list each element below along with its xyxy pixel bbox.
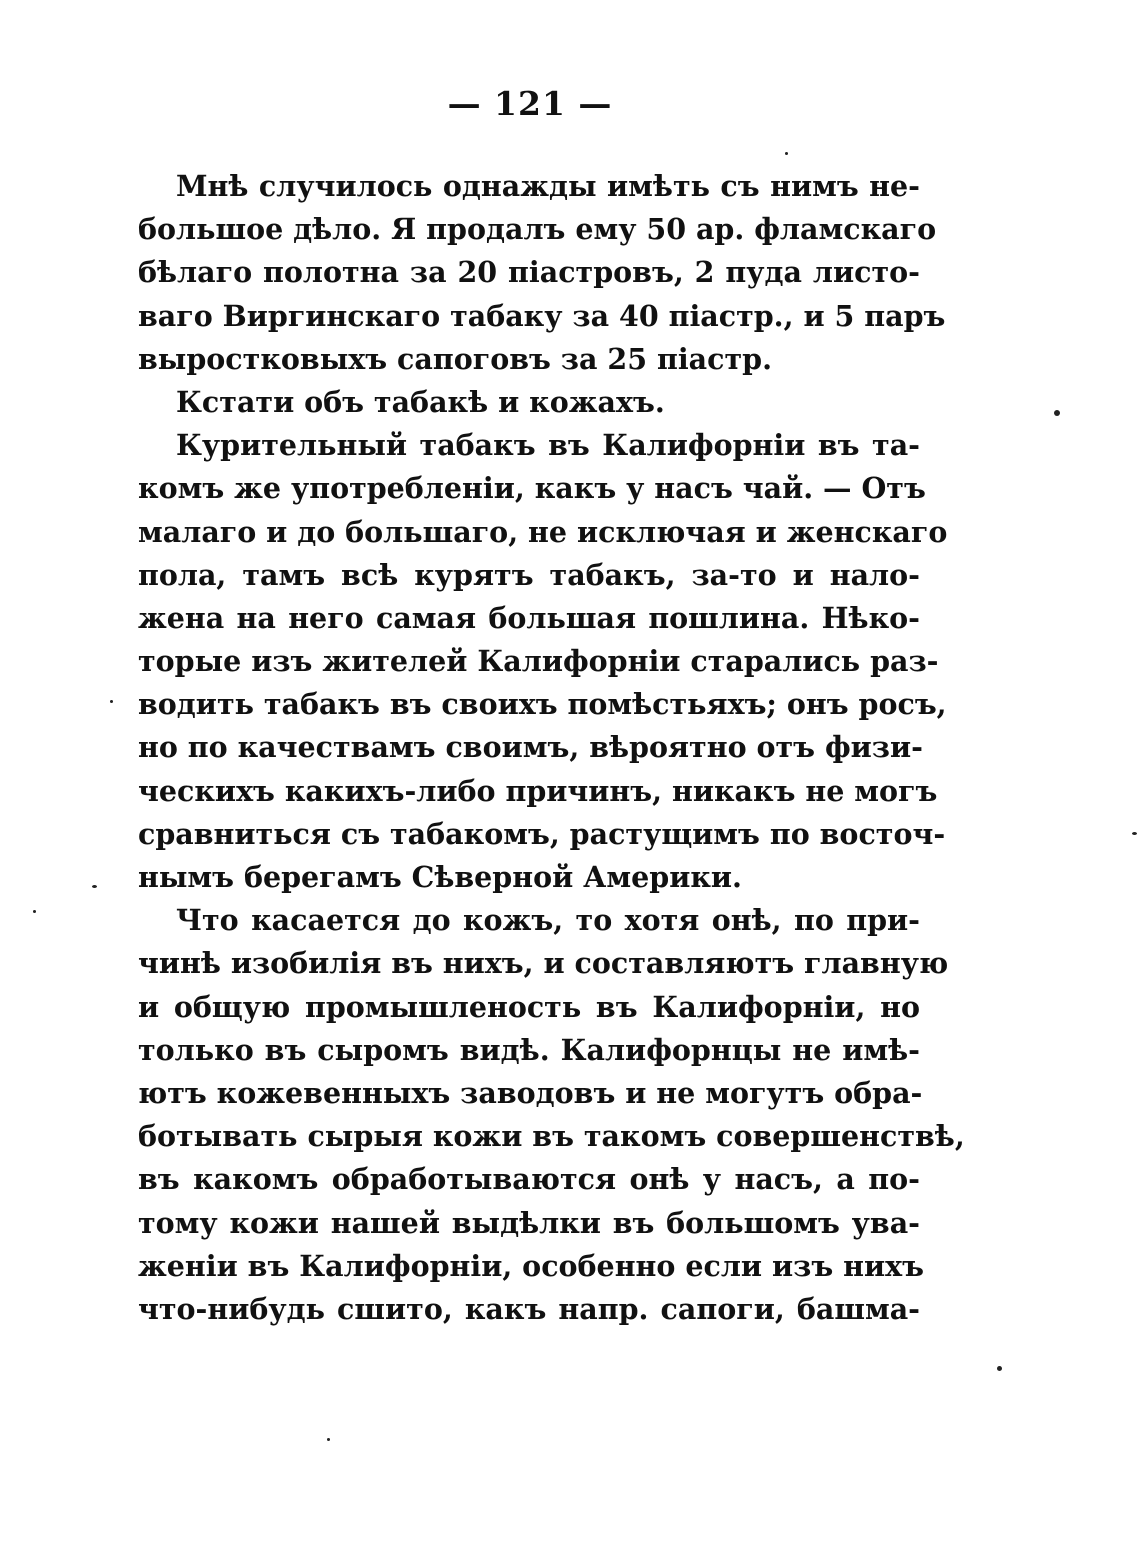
text-line: Курительный табакъ въ Калифорніи въ та-: [176, 428, 920, 463]
print-speck: [33, 910, 36, 913]
text-line: Что касается до кожъ, то хотя онѣ, по при-: [176, 903, 920, 938]
print-speck: [997, 1366, 1002, 1371]
text-line: нымъ берегамъ Сѣверной Америки.: [138, 860, 742, 894]
text-line: жена на него самая большая пошлина. Нѣко-: [138, 600, 920, 635]
text-line: большое дѣло. Я продалъ ему 50 ар. фламскаго: [138, 212, 937, 247]
print-speck: [1054, 410, 1060, 416]
print-speck: [92, 885, 97, 888]
text-line: но по качествамъ своимъ, вѣроятно отъ физи-: [138, 730, 923, 765]
print-speck: [1132, 832, 1137, 835]
text-line: женіи въ Калифорніи, особенно если изъ нихъ: [138, 1248, 924, 1283]
text-line: выростковыхъ сапоговъ за 25 піастр.: [138, 341, 772, 376]
print-speck: [327, 1438, 330, 1441]
text-line: ботывать сырыя кожи въ такомъ совершенствѣ,: [138, 1119, 965, 1154]
text-line: ческихъ какихъ-либо причинъ, никакъ не могъ: [138, 773, 938, 808]
text-line: что-нибудь сшито, какъ напр. сапоги, башма-: [138, 1291, 920, 1326]
text-line: ваго Виргинскаго табаку за 40 піастр., и 5 паръ: [138, 298, 946, 333]
text-line: чинѣ изобилія въ нихъ, и составляютъ главную: [138, 946, 949, 981]
text-line: ютъ кожевенныхъ заводовъ и не могутъ обра-: [138, 1075, 923, 1110]
text-line: сравниться съ табакомъ, растущимъ по восточ-: [138, 816, 946, 851]
text-line: Мнѣ случилось однажды имѣть съ нимъ не-: [176, 169, 920, 203]
text-line: комъ же употребленіи, какъ у насъ чай. — Отъ: [138, 471, 926, 506]
text-line: только въ сыромъ видѣ. Калифорнцы не имѣ-: [138, 1032, 920, 1067]
text-line: пола, тамъ всѣ курятъ табакъ, за-то и нало-: [138, 557, 920, 592]
text-line: водить табакъ въ своихъ помѣстьяхъ; онъ росъ,: [138, 687, 947, 722]
text-line: бѣлаго полотна за 20 піастровъ, 2 пуда листо-: [138, 255, 920, 290]
text-line: Кстати объ табакѣ и кожахъ.: [176, 384, 665, 419]
text-line: малаго и до большаго, не исключая и женскаго: [138, 514, 948, 549]
text-line: торые изъ жителей Калифорніи старались раз-: [138, 644, 939, 679]
body-text: [138, 165, 965, 1331]
text-line: въ какомъ обработываются онѣ у насъ, а по-: [138, 1162, 920, 1197]
print-speck: [110, 700, 113, 703]
text-line: тому кожи нашей выдѣлки въ большомъ ува-: [138, 1205, 920, 1240]
print-speck: [785, 152, 788, 155]
page-number: — 121 —: [447, 84, 613, 123]
text-line: и общую промышленость въ Калифорніи, но: [138, 989, 920, 1024]
